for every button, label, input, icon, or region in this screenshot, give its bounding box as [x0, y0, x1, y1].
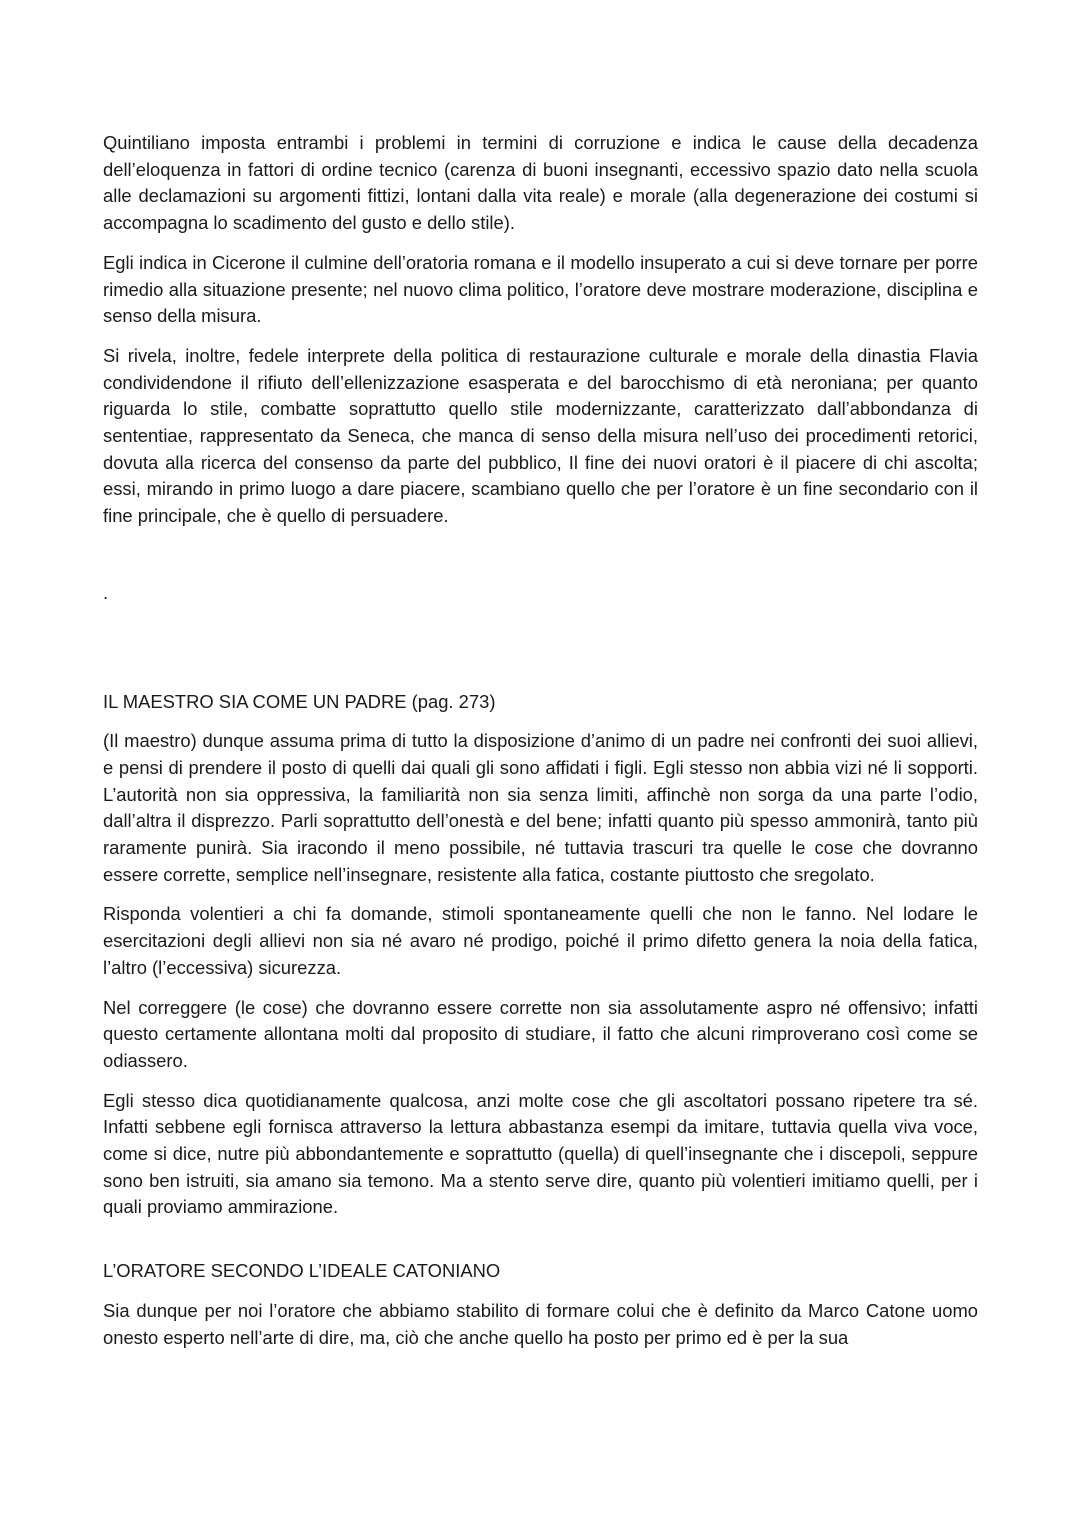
- maestro-paragraph-2: Risponda volentieri a chi fa domande, stimoli spontaneamente quelli che non le fanno. Nel lodare le esercitazioni degli allievi non sia né avaro né prodigo, poiché il primo difetto genera la noia della fatica, l’altro (l’eccessiva) sicurezza.: [103, 903, 978, 978]
- intro-paragraph-1: Quintiliano imposta entrambi i problemi in termini di corruzione e indica le cause della decadenza dell’eloquenza in fattori di ordine tecnico (carenza di buoni insegnanti, eccessivo spazio dato nella scuola alle declamazioni su argomenti fittizi, lontani dalla vita reale) e morale (alla degenerazione dei costumi si accompagna lo scadimento del gusto e dello stile).: [103, 132, 978, 234]
- document-page: [103, 130, 978, 1364]
- section-title-oratore: L’ORATORE SECONDO L’IDEALE CATONIANO: [103, 1260, 501, 1282]
- spacer: [103, 607, 978, 689]
- stray-dot: .: [103, 581, 109, 603]
- maestro-paragraph-4: Egli stesso dica quotidianamente qualcosa, anzi molte cose che gli ascoltatori possano ripetere tra sé. Infatti sebbene egli fornisca attraverso la lettura abbastanza esempi da imitare, tuttavia quella viva voce, come si dice, nutre più abbondantemente e soprattutto (quella) di quell’insegnante che i discepoli, seppure sono ben istruiti, sia amano sia temono. Ma a stento serve dire, quanto più volentieri imitiamo quelli, per i quali proviamo ammirazione.: [103, 1089, 978, 1218]
- intro-paragraph-3: Si rivela, inoltre, fedele interprete della politica di restaurazione culturale e morale della dinastia Flavia condividendone il rifiuto dell’ellenizzazione esasperata e del barocchismo di età neroniana; per quanto riguarda lo stile, combatte soprattutto quello stile modernizzante, caratterizzato dall’abbondanza di sententiae, rappresentato da Seneca, che manca di senso della misura nell’uso dei procedimenti retorici, dovuta alla ricerca del consenso da parte del pubblico, Il fine dei nuovi oratori è il piacere di chi ascolta; essi, mirando in primo luogo a dare piacere, scambiano quello che per l’oratore è un fine secondario con il fine principale, che è quello di persuadere.: [103, 344, 978, 527]
- intro-paragraph-2: Egli indica in Cicerone il culmine dell’oratoria romana e il modello insuperato a cui si deve tornare per porre rimedio alla situazione presente; nel nuovo clima politico, l’oratore deve mostrare moderazione, disciplina e senso della misura.: [103, 251, 978, 327]
- section-title-maestro: IL MAESTRO SIA COME UN PADRE (pag. 273): [103, 690, 496, 712]
- maestro-paragraph-1: (Il maestro) dunque assuma prima di tutto la disposizione d’animo di un padre nei confronti dei suoi allievi, e pensi di prendere il posto di quelli dai quali gli sono affidati i figli. Egli stesso non abbia vizi né li sopporti. L’autorità non sia oppressiva, la familiarità non sia senza limiti, affinchè non sorga da una parte l’odio, dall’altra il disprezzo. Parli soprattutto dell’onestà e del bene; infatti quanto più spesso ammonirà, tanto più raramente punirà. Sia iracondo il meno possibile, né tuttavia trascuri tra quelle le cose che dovranno essere corrette, semplice nell’insegnare, resistente alla fatica, costante piuttosto che sregolato.: [103, 730, 978, 885]
- oratore-paragraph-1: Sia dunque per noi l’oratore che abbiamo stabilito di formare colui che è definito da Marco Catone uomo onesto esperto nell’arte di dire, ma, ciò che anche quello ha posto per primo ed è per la sua: [103, 1299, 978, 1348]
- maestro-paragraph-3: Nel correggere (le cose) che dovranno essere corrette non sia assolutamente aspro né offensivo; infatti questo certamente allontana molti dal proposito di studiare, il fatto che alcuni rimproverano così come se odiassero.: [103, 996, 978, 1071]
- spacer: [103, 1234, 978, 1258]
